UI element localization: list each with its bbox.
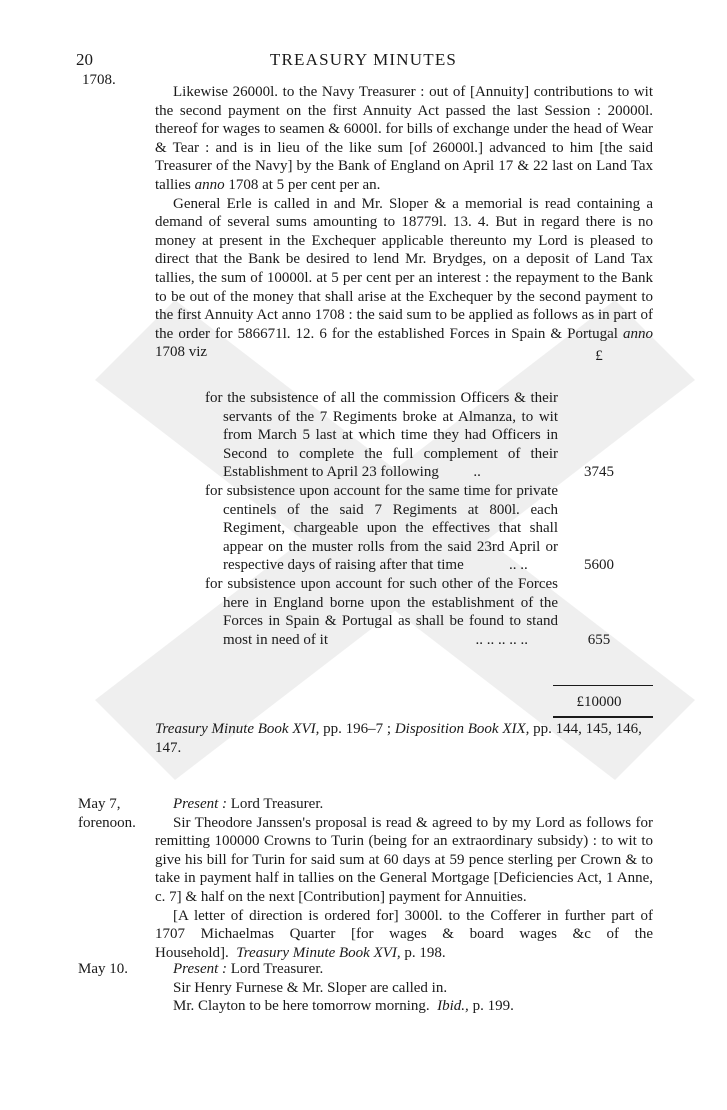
item-description: for subsistence upon account for the same time for private centinels of the said 7 Regiments at 800l. each Regiment, chargeable upon the effectives that shall appear on the muster rolls from the said 23rd April or respective days of raising after that time .. .. bbox=[205, 482, 558, 574]
item-amount: 655 bbox=[587, 631, 611, 648]
present-line: Present : Lord Treasurer. bbox=[173, 796, 324, 812]
pound-column-heading: £ bbox=[595, 348, 603, 364]
page-number: 20 bbox=[76, 50, 93, 69]
paragraph-cofferer: [A letter of direction is ordered for] 3000l. to the Cofferer in further part of 1707 Michaelmas Quarter [for wages & board wages &c of the Household]. Treasury Minute Book XVI, p. 198. bbox=[155, 907, 653, 961]
item-amount: 3745 bbox=[584, 464, 614, 481]
running-title: TREASURY MINUTES bbox=[269, 50, 458, 69]
table-row bbox=[205, 389, 653, 482]
total-double-rule bbox=[553, 716, 653, 718]
date-line: forenoon. bbox=[78, 814, 136, 831]
sum-rule bbox=[553, 685, 653, 686]
item-description: for the subsistence of all the commission Officers & their servants of the 7 Regiments broke at Almanza, to wit from March 5 last at which time they had Officers in Second to complete the full complement of their Establishment to April 23 following .. bbox=[205, 390, 558, 481]
entry-2-date bbox=[78, 795, 152, 832]
item-amount: 5600 bbox=[584, 557, 614, 574]
paragraph-clayton: Mr. Clayton to be here tomorrow morning. Ibid., p. 199. bbox=[173, 998, 514, 1015]
paragraph-called-in: Sir Henry Furnese & Mr. Sloper are called in. bbox=[173, 979, 448, 996]
paragraph-general-erle: General Erle is called in and Mr. Sloper & a memorial is read containing a demand of several sums amounting to 18779l. 13. 4. But in regard there is no money at present in the Exchequer applicable thereunto my Lord is pleased to direct that the Bank be desired to lend Mr. Brydges, on a deposit of Land Tax tallies, the sum of 10000l. at 5 per cent per an interest : the repayment to the Bank to be out of the money that shall arise at the Exchequer by the second payment to the first Annuity Act anno 1708 : the said sum to be applied as follows as in part of the order for 586671l. 12. 6 for the established Forces in Spain & Portugal anno 1708 viz bbox=[155, 195, 654, 361]
entry-1-source bbox=[155, 720, 653, 757]
apportionment-table bbox=[205, 389, 653, 649]
entry-3-text bbox=[155, 960, 653, 1016]
source-citation: Treasury Minute Book XVI, pp. 196–7 ; Disposition Book XIX, pp. 144, 145, 146, 147. bbox=[155, 721, 642, 756]
table-row bbox=[205, 482, 653, 575]
total-amount: £10000 bbox=[576, 694, 622, 710]
present-line: Present : Lord Treasurer. bbox=[173, 961, 324, 977]
paragraph-janssen: Sir Theodore Janssen's proposal is read & agreed to by my Lord as follows for remitting 100000 Crowns to Turin (being for an extraordinary subsidy) : to wit to give his bill for Turin for said sum at 60 days at 59 pence sterling per Crown & to take in payment half in tallies on the General Mortgage [Deficiencies Act, 1 Anne, c. 7] & half on the next [Contribution] payment for Annuities. bbox=[155, 814, 653, 905]
table-row bbox=[205, 575, 653, 649]
item-description: for subsistence upon account for such other of the Forces here in England borne upon the establishment of the Forces in Spain & Portugal as shall be found to stand most in need of it .. .. .. .. .. bbox=[205, 575, 558, 648]
paragraph-navy-treasurer: Likewise 26000l. to the Navy Treasurer : out of [Annuity] contributions to wit the second payment on the first Annuity Act passed the last Session : 20000l. thereof for wages to seamen & 6000l. for bills of exchange under the head of Wear & Tear : and is in lieu of the like sum [of 26000l.] advanced to him [the said Treasurer of the Navy] by the Bank of England on April 17 & 22 last on Land Tax tallies anno 1708 at 5 per cent per an. bbox=[155, 84, 653, 193]
entry-1-text bbox=[155, 83, 653, 362]
date-line: May 7, bbox=[78, 796, 121, 812]
margin-year: 1708. bbox=[82, 72, 116, 88]
entry-3-date: May 10. bbox=[78, 961, 128, 977]
entry-2-text bbox=[155, 795, 653, 962]
